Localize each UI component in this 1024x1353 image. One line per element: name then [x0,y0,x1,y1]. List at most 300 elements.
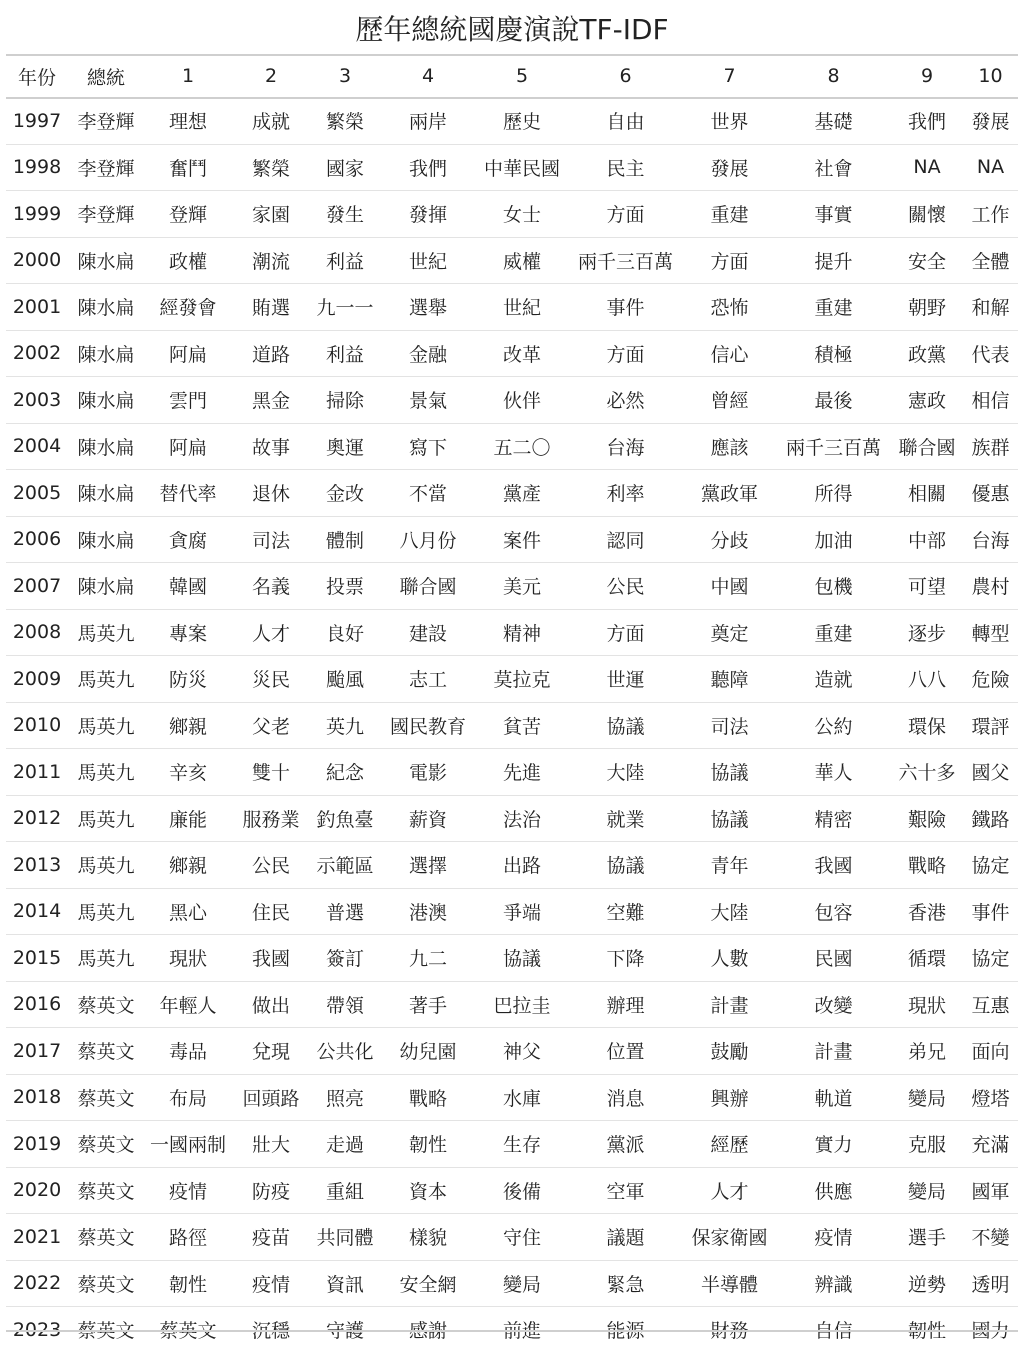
term-cell: 變局 [891,1167,963,1214]
term-cell: 世紀 [476,284,568,331]
term-cell: 世界 [683,98,776,144]
table-row [6,470,1018,517]
column-header: 3 [338,65,352,87]
table-row [6,98,1018,144]
term-cell: 香港 [891,888,963,935]
term-cell: 名義 [232,563,310,610]
term-cell: 大陸 [683,888,776,935]
term-cell: 恐怖 [683,284,776,331]
term-cell: 民國 [776,935,891,982]
term-cell: 住民 [232,888,310,935]
term-cell: 變局 [476,1260,568,1307]
term-cell: 利率 [568,470,683,517]
term-cell: 發揮 [380,191,476,238]
term-cell: 著手 [380,981,476,1028]
term-cell: 水庫 [476,1074,568,1121]
term-cell: 緊急 [568,1260,683,1307]
term-cell: 韌性 [380,1121,476,1168]
term-cell: 鐵路 [963,795,1018,842]
header-row [6,54,1018,98]
year-cell: 2016 [6,981,68,1028]
term-cell: 照亮 [310,1074,380,1121]
term-cell: 環評 [963,702,1018,749]
term-cell: 精密 [776,795,891,842]
term-cell: 充滿 [963,1121,1018,1168]
term-cell: 走過 [310,1121,380,1168]
term-cell: 後備 [476,1167,568,1214]
table-row [6,144,1018,191]
term-cell: 選擇 [380,842,476,889]
term-cell: 韌性 [144,1260,232,1307]
term-cell: 回頭路 [232,1074,310,1121]
term-cell: 國家 [310,144,380,191]
year-cell: 2023 [12,1318,62,1341]
term-cell: 代表 [963,330,1018,377]
term-cell: 曾經 [683,377,776,424]
term-cell: 成就 [232,98,310,144]
term-cell: 方面 [683,237,776,284]
term-cell: 政黨 [891,330,963,377]
term-cell: 經發會 [144,284,232,331]
term-cell: 幼兒園 [380,1028,476,1075]
president-cell: 馬英九 [68,842,144,889]
term-cell: 金改 [310,470,380,517]
term-cell: 包容 [776,888,891,935]
year-cell: 2002 [6,330,68,377]
term-cell: 重建 [776,284,891,331]
column-header: 9 [920,65,934,87]
term-cell: 人才 [683,1167,776,1214]
year-cell: 2014 [6,888,68,935]
bottom-rule [6,1330,1018,1332]
term-cell: 和解 [963,284,1018,331]
term-cell: 兩千三百萬 [776,423,891,470]
column-header: 7 [723,65,736,87]
president-cell: 陳水扁 [68,237,144,284]
term-cell: 優惠 [963,470,1018,517]
term-cell: 華人 [776,749,891,796]
chart-title: 歷年總統國慶演說TF-IDF [355,13,669,46]
table-row [6,1028,1018,1075]
term-cell: 鄉親 [144,702,232,749]
term-cell: 道路 [232,330,310,377]
term-cell: 公共化 [310,1028,380,1075]
table-row [6,935,1018,982]
term-cell: 我們 [891,98,963,144]
term-cell: 鼓勵 [683,1028,776,1075]
term-cell: 發展 [683,144,776,191]
term-cell: 潮流 [232,237,310,284]
term-cell: 志工 [380,656,476,703]
term-cell: 八月份 [380,516,476,563]
year-cell: 2006 [6,516,68,563]
term-cell: 威權 [476,237,568,284]
table-row [6,1167,1018,1214]
year-cell: 2012 [6,795,68,842]
term-cell: 聯合國 [891,423,963,470]
term-cell: 國力 [971,1320,1010,1343]
term-cell: 艱險 [891,795,963,842]
president-cell: 陳水扁 [68,470,144,517]
year-cell: 2021 [6,1214,68,1261]
term-cell: 先進 [476,749,568,796]
term-cell: 六十多 [891,749,963,796]
table-row [6,1214,1018,1261]
term-cell: 認同 [568,516,683,563]
term-cell: 自由 [568,98,683,144]
term-cell: 轉型 [963,609,1018,656]
table-body [6,98,1018,1353]
term-cell: 協議 [568,702,683,749]
table-row [6,1260,1018,1307]
term-cell: 中部 [891,516,963,563]
term-cell: 韓國 [144,563,232,610]
term-cell: 提升 [776,237,891,284]
term-cell: 路徑 [144,1214,232,1261]
term-cell: 疫情 [232,1260,310,1307]
term-cell: 協議 [568,842,683,889]
table-row [6,702,1018,749]
table-row [6,423,1018,470]
term-cell: 計畫 [776,1028,891,1075]
term-cell: 安全網 [380,1260,476,1307]
year-cell: 2010 [6,702,68,749]
term-cell: 相信 [963,377,1018,424]
term-cell: 燈塔 [963,1074,1018,1121]
term-cell: 所得 [776,470,891,517]
term-cell: 族群 [963,423,1018,470]
term-cell: 故事 [232,423,310,470]
term-cell: 國父 [963,749,1018,796]
term-cell: 戰略 [891,842,963,889]
term-cell: 方面 [568,609,683,656]
term-cell: 大陸 [568,749,683,796]
president-cell: 蔡英文 [68,1121,144,1168]
term-cell: 繁榮 [232,144,310,191]
term-cell: 中華民國 [476,144,568,191]
term-cell: 布局 [144,1074,232,1121]
term-cell: 歷史 [476,98,568,144]
president-cell: 馬英九 [68,749,144,796]
year-cell: 2000 [6,237,68,284]
term-cell: 奮鬥 [144,144,232,191]
term-cell: 貧苦 [476,702,568,749]
column-header: 5 [515,65,529,87]
term-cell: 透明 [963,1260,1018,1307]
table-row [6,609,1018,656]
term-cell: 莫拉克 [476,656,568,703]
term-cell: 改變 [776,981,891,1028]
term-cell: 最後 [776,377,891,424]
term-cell: 疫情 [776,1214,891,1261]
table-row [6,981,1018,1028]
term-cell: 半導體 [683,1260,776,1307]
table-row [6,749,1018,796]
column-header: 總統 [86,66,125,89]
term-cell: 我國 [776,842,891,889]
term-cell: 現狀 [144,935,232,982]
term-cell: 發展 [963,98,1018,144]
year-cell: 2003 [6,377,68,424]
term-cell: 登輝 [144,191,232,238]
term-cell: 人數 [683,935,776,982]
term-cell: 颱風 [310,656,380,703]
term-cell: 年輕人 [144,981,232,1028]
term-cell: 港澳 [380,888,476,935]
column-header: 6 [619,65,632,87]
president-cell: 李登輝 [68,191,144,238]
term-cell: 空軍 [568,1167,683,1214]
term-cell: 安全 [891,237,963,284]
term-cell: 社會 [776,144,891,191]
term-cell: 金融 [380,330,476,377]
term-cell: 發生 [310,191,380,238]
term-cell: 相關 [891,470,963,517]
term-cell: 加油 [776,516,891,563]
term-cell: 變局 [891,1074,963,1121]
term-cell: 防疫 [232,1167,310,1214]
term-cell: 退休 [232,470,310,517]
term-cell: 奠定 [683,609,776,656]
term-cell: 體制 [310,516,380,563]
term-cell: 人才 [232,609,310,656]
term-cell: 國民教育 [380,702,476,749]
term-cell: 重建 [683,191,776,238]
term-cell: 毒品 [144,1028,232,1075]
table-row [6,1121,1018,1168]
term-cell: 共同體 [310,1214,380,1261]
term-cell: 九二 [380,935,476,982]
term-cell: 危險 [963,656,1018,703]
table-header [6,54,1018,98]
table-row [6,237,1018,284]
president-cell: 陳水扁 [68,330,144,377]
term-cell: 保家衛國 [683,1214,776,1261]
term-cell: 雲門 [144,377,232,424]
term-cell: 國軍 [963,1167,1018,1214]
president-cell: 李登輝 [68,98,144,144]
term-cell: 兌現 [232,1028,310,1075]
term-cell: 協定 [963,935,1018,982]
term-cell: 環保 [891,702,963,749]
term-cell: 樣貌 [380,1214,476,1261]
column-header: 10 [978,65,1003,87]
term-cell: 世紀 [380,237,476,284]
term-cell: 我們 [380,144,476,191]
term-cell: 公民 [232,842,310,889]
term-cell: 替代率 [144,470,232,517]
term-cell: 良好 [310,609,380,656]
term-cell: 生存 [476,1121,568,1168]
term-cell: 阿扁 [144,330,232,377]
term-cell: 朝野 [891,284,963,331]
term-cell: 家園 [232,191,310,238]
term-cell: 青年 [683,842,776,889]
year-cell: 2011 [6,749,68,796]
year-cell: 2019 [6,1121,68,1168]
column-header: 年份 [17,66,56,89]
term-cell: 防災 [144,656,232,703]
term-cell: 普選 [310,888,380,935]
term-cell: 議題 [568,1214,683,1261]
term-cell: 方面 [568,330,683,377]
term-cell: 實力 [776,1121,891,1168]
president-cell: 馬英九 [68,888,144,935]
term-cell: 供應 [776,1167,891,1214]
year-cell: 2020 [6,1167,68,1214]
term-cell: 消息 [568,1074,683,1121]
term-cell: 選手 [891,1214,963,1261]
table-row [6,191,1018,238]
term-cell: 兩岸 [380,98,476,144]
term-cell: 司法 [232,516,310,563]
term-cell: 釣魚臺 [310,795,380,842]
term-cell: 阿扁 [144,423,232,470]
term-cell: 美元 [476,563,568,610]
term-cell: 父老 [232,702,310,749]
term-cell: 台海 [963,516,1018,563]
term-cell: 災民 [232,656,310,703]
term-cell: 利益 [310,237,380,284]
table-row [6,377,1018,424]
term-cell: 女士 [476,191,568,238]
term-cell: 農村 [963,563,1018,610]
term-cell: 資訊 [310,1260,380,1307]
term-cell: 貪腐 [144,516,232,563]
term-cell: 巴拉圭 [476,981,568,1028]
term-cell: 景氣 [380,377,476,424]
term-cell: 神父 [476,1028,568,1075]
term-cell: 位置 [568,1028,683,1075]
term-cell: 利益 [310,330,380,377]
term-cell: 包機 [776,563,891,610]
term-cell: 爭端 [476,888,568,935]
term-cell: 弟兄 [891,1028,963,1075]
president-cell: 蔡英文 [68,1074,144,1121]
term-cell: 帶領 [310,981,380,1028]
term-cell: 簽訂 [310,935,380,982]
term-cell: 自信 [814,1320,853,1343]
term-cell: 鄉親 [144,842,232,889]
president-cell: 蔡英文 [77,1320,135,1343]
term-cell: 不當 [380,470,476,517]
president-cell: 馬英九 [68,609,144,656]
term-cell: 重建 [776,609,891,656]
term-cell: 協定 [963,842,1018,889]
term-cell: 資本 [380,1167,476,1214]
term-cell: 下降 [568,935,683,982]
term-cell: 現狀 [891,981,963,1028]
term-cell: 逆勢 [891,1260,963,1307]
term-cell: 寫下 [380,423,476,470]
term-cell: 改革 [476,330,568,377]
term-cell: 事件 [568,284,683,331]
term-cell: 公民 [568,563,683,610]
column-header: 8 [827,65,840,87]
term-cell: 九一一 [310,284,380,331]
header-rule [6,97,1018,99]
term-cell: 全體 [963,237,1018,284]
column-header: 4 [421,65,435,87]
term-cell: 壯大 [232,1121,310,1168]
term-cell: 應該 [683,423,776,470]
year-cell: 2007 [6,563,68,610]
term-cell: 聽障 [683,656,776,703]
term-cell: 伙伴 [476,377,568,424]
term-cell: 疫苗 [232,1214,310,1261]
table-row [6,330,1018,377]
year-cell: 2022 [6,1260,68,1307]
term-cell: 關懷 [891,191,963,238]
term-cell: 興辦 [683,1074,776,1121]
term-cell: 事實 [776,191,891,238]
president-cell: 馬英九 [68,935,144,982]
term-cell: 必然 [568,377,683,424]
table-row [6,656,1018,703]
term-cell: 公約 [776,702,891,749]
term-cell: NA [891,144,963,191]
table-row [6,888,1018,935]
president-cell: 陳水扁 [68,423,144,470]
year-cell: 2018 [6,1074,68,1121]
term-cell: 黑心 [144,888,232,935]
term-cell: 辨識 [776,1260,891,1307]
term-cell: 財務 [710,1320,749,1343]
year-cell: 2015 [6,935,68,982]
term-cell: 英九 [310,702,380,749]
year-cell: 2009 [6,656,68,703]
term-cell: 台海 [568,423,683,470]
term-cell: 積極 [776,330,891,377]
term-cell: 黨政軍 [683,470,776,517]
term-cell: 協議 [683,795,776,842]
term-cell: 薪資 [380,795,476,842]
term-cell: 紀念 [310,749,380,796]
column-header: 1 [181,65,195,87]
term-cell: 分歧 [683,516,776,563]
president-cell: 蔡英文 [68,1214,144,1261]
term-cell: 黨派 [568,1121,683,1168]
table-row [6,795,1018,842]
term-cell: 專案 [144,609,232,656]
term-cell: 繁榮 [310,98,380,144]
term-cell: 計畫 [683,981,776,1028]
term-cell: NA [963,144,1018,191]
term-cell: 不變 [963,1214,1018,1261]
term-cell: 克服 [891,1121,963,1168]
term-cell: 協議 [476,935,568,982]
president-cell: 陳水扁 [68,377,144,424]
column-header: 2 [264,65,278,87]
year-cell: 2013 [6,842,68,889]
term-cell: 一國兩制 [144,1121,232,1168]
term-cell: 理想 [144,98,232,144]
term-cell: 循環 [891,935,963,982]
term-cell: 精神 [476,609,568,656]
term-cell: 電影 [380,749,476,796]
term-cell: 投票 [310,563,380,610]
year-cell: 2005 [6,470,68,517]
table-row [6,516,1018,563]
term-cell: 賄選 [232,284,310,331]
president-cell: 陳水扁 [68,516,144,563]
president-cell: 馬英九 [68,702,144,749]
term-cell: 互惠 [963,981,1018,1028]
table-row [6,1074,1018,1121]
term-cell: 面向 [963,1028,1018,1075]
term-cell: 感謝 [408,1320,447,1343]
term-cell: 就業 [568,795,683,842]
